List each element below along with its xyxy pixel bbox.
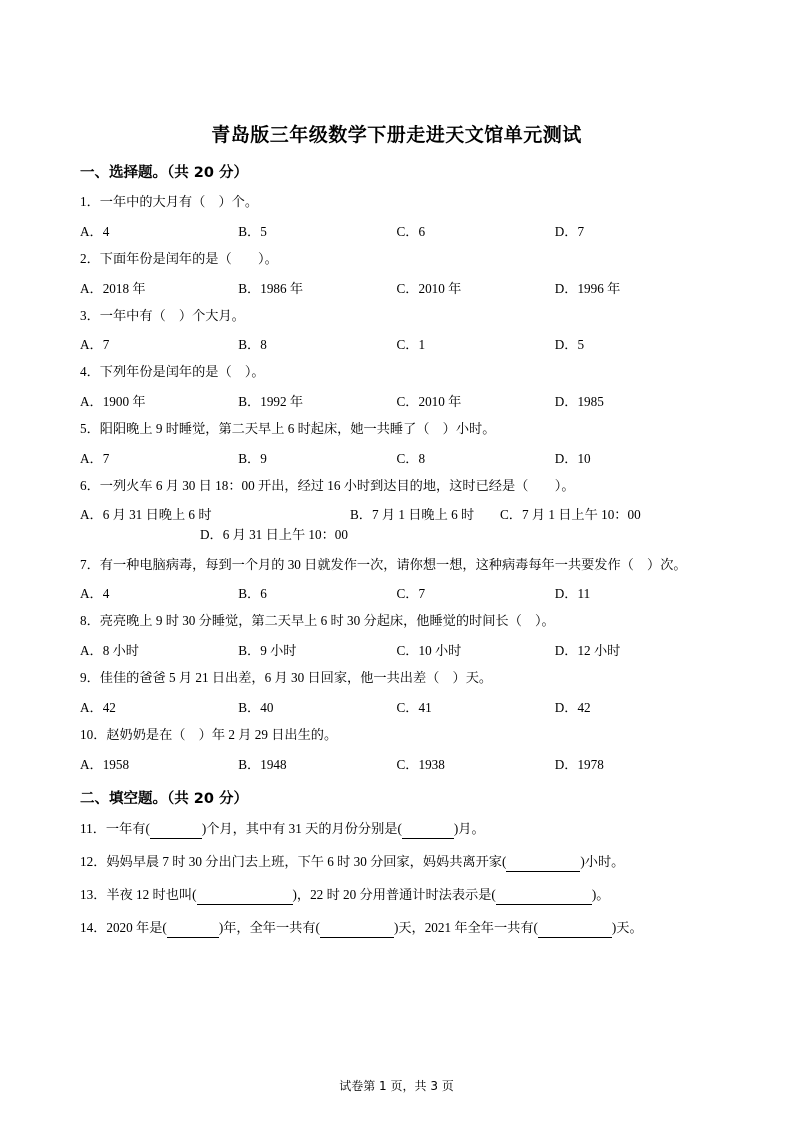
option-6-a[interactable]: A．6 月 31 日晚上 6 时 <box>80 506 212 522</box>
option-5-b[interactable]: B．9 <box>238 450 267 466</box>
option-2-b[interactable]: B．1986 年 <box>238 280 304 296</box>
question-11-part-2: )个月，其中有 31 天的月份分别是( <box>201 820 402 836</box>
question-14-blank-3[interactable] <box>538 924 612 938</box>
question-14-part-3: )天，2021 年全年一共有( <box>393 920 538 936</box>
question-9: 9．佳佳的爸爸 5 月 21 日出差，6 月 30 日回家，他一共出差（ ）天。 <box>80 670 493 686</box>
option-1-b[interactable]: B．5 <box>238 223 267 239</box>
section-heading-choice: 一、选择题。（共 20 分） <box>80 165 249 181</box>
question-13-blank-2[interactable] <box>496 891 592 905</box>
question-12-blank-1[interactable] <box>506 858 580 872</box>
option-9-b[interactable]: B．40 <box>238 700 274 716</box>
options-6 <box>80 505 713 546</box>
question-13-part-3: )。 <box>591 887 610 903</box>
question-4: 4．下列年份是闰年的是（ ）。 <box>80 364 265 380</box>
page-title: 青岛版三年级数学下册走进天文馆单元测试 <box>211 124 582 146</box>
option-6-c[interactable]: C．7 月 1 日上午 10：00 <box>500 506 641 522</box>
option-9-a[interactable]: A．42 <box>80 700 116 716</box>
question-11-blank-1[interactable] <box>150 825 202 839</box>
option-4-c[interactable]: C．2010 年 <box>396 394 462 410</box>
question-10: 10．赵奶奶是在（ ）年 2 月 29 日出生的。 <box>80 727 338 743</box>
option-10-c[interactable]: C．1938 <box>396 756 445 772</box>
option-9-d[interactable]: D．42 <box>554 700 591 716</box>
option-6-d[interactable]: D．6 月 31 日上午 10：00 <box>200 527 348 543</box>
option-2-c[interactable]: C．2010 年 <box>396 280 462 296</box>
question-13-blank-1[interactable] <box>197 891 293 905</box>
option-7-d[interactable]: D．11 <box>554 586 591 602</box>
options-9 <box>80 697 713 716</box>
question-1: 1．一年中的大月有（ ）个。 <box>80 194 259 209</box>
question-5: 5．阳阳晚上 9 时睡觉，第二天早上 6 时起床，她一共睡了（ ）小时。 <box>80 421 496 437</box>
option-4-b[interactable]: B．1992 年 <box>238 394 304 410</box>
question-13 <box>80 884 713 905</box>
option-8-a[interactable]: A．8 小时 <box>80 643 139 659</box>
question-14-part-1: 14．2020 年是( <box>80 920 167 936</box>
option-4-a[interactable]: A．1900 年 <box>80 394 146 410</box>
option-5-d[interactable]: D．10 <box>554 450 591 466</box>
option-7-b[interactable]: B．6 <box>238 586 267 602</box>
question-11-blank-2[interactable] <box>402 825 454 839</box>
question-13-part-2: )，22 时 20 分用普通计时法表示是( <box>292 887 496 903</box>
option-7-a[interactable]: A．4 <box>80 586 110 602</box>
section-heading-fill: 二、填空题。（共 20 分） <box>80 790 249 807</box>
option-8-c[interactable]: C．10 小时 <box>396 643 462 659</box>
option-10-b[interactable]: B．1948 <box>238 756 287 772</box>
options-4 <box>80 391 713 410</box>
option-4-d[interactable]: D．1985 <box>554 394 604 410</box>
option-5-c[interactable]: C．8 <box>396 450 426 466</box>
question-12-part-2: )小时。 <box>580 854 625 869</box>
page-footer: 试卷第 1 页，共 3 页 <box>339 1079 454 1093</box>
option-2-a[interactable]: A．2018 年 <box>80 280 146 296</box>
option-1-d[interactable]: D．7 <box>554 223 585 239</box>
options-3 <box>80 334 713 353</box>
options-10 <box>80 754 713 773</box>
option-9-c[interactable]: C．41 <box>396 700 432 716</box>
option-3-c[interactable]: C．1 <box>396 337 426 353</box>
option-3-d[interactable]: D．5 <box>554 337 585 353</box>
option-2-d[interactable]: D．1996 年 <box>554 280 621 296</box>
question-11-part-3: )月。 <box>453 820 485 836</box>
option-10-a[interactable]: A．1958 <box>80 756 130 772</box>
option-6-b[interactable]: B．7 月 1 日晚上 6 时 <box>350 506 475 522</box>
option-7-c[interactable]: C．7 <box>396 586 426 602</box>
question-14-part-2: )年，全年一共有( <box>218 920 320 936</box>
question-14-blank-2[interactable] <box>320 924 394 938</box>
option-3-b[interactable]: B．8 <box>238 337 267 353</box>
question-7: 7．有一种电脑病毒，每到一个月的 30 日就发作一次，请你想一想，这种病毒每年一共要发作（ ）次。 <box>80 556 687 572</box>
options-1 <box>80 221 713 240</box>
options-5 <box>80 448 713 467</box>
option-3-a[interactable]: A．7 <box>80 337 110 353</box>
option-5-a[interactable]: A．7 <box>80 450 110 466</box>
option-1-a[interactable]: A．4 <box>80 223 110 239</box>
options-7 <box>80 583 713 602</box>
question-8: 8．亮亮晚上 9 时 30 分睡觉，第二天早上 6 时 30 分起床，他睡觉的时间长（ ）。 <box>80 613 555 629</box>
option-8-d[interactable]: D．12 小时 <box>554 643 621 659</box>
question-12-part-1: 12．妈妈早晨 7 时 30 分出门去上班，下午 6 时 30 分回家，妈妈共离开家( <box>80 854 507 869</box>
question-12 <box>80 851 713 872</box>
question-13-part-1: 13．半夜 12 时也叫( <box>80 887 197 903</box>
question-14-part-4: )天。 <box>611 920 643 936</box>
option-8-b[interactable]: B．9 小时 <box>238 643 297 659</box>
question-3: 3．一年中有（ ）个大月。 <box>80 307 245 323</box>
question-6: 6．一列火车 6 月 30 日 18：00 开出，经过 16 小时到达目的地，这时已经是（ ）。 <box>80 477 575 493</box>
options-2 <box>80 278 713 297</box>
question-2: 2．下面年份是闰年的是（ ）。 <box>80 250 278 266</box>
question-11-part-1: 11．一年有( <box>80 820 150 836</box>
question-14 <box>80 917 713 938</box>
question-14-blank-1[interactable] <box>167 924 219 938</box>
option-10-d[interactable]: D．1978 <box>554 756 604 772</box>
option-1-c[interactable]: C．6 <box>396 223 426 239</box>
question-11 <box>80 818 713 839</box>
options-8 <box>80 640 713 659</box>
